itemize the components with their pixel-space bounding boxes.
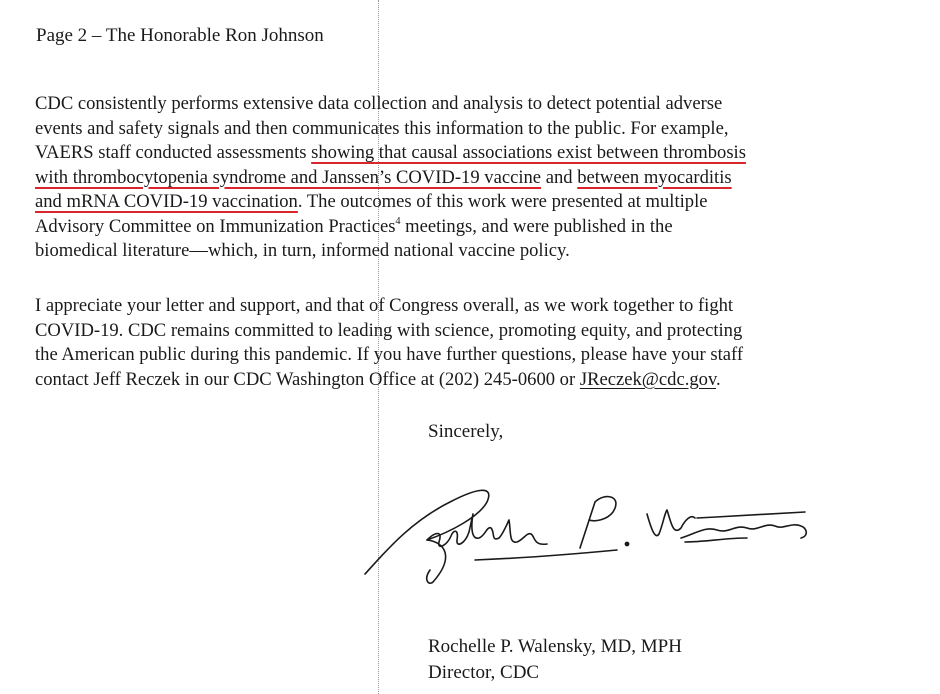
paragraph-line [35, 166, 875, 191]
text-segment: Advisory Committee on Immunization Practices [35, 215, 396, 237]
red-underlined-text: and mRNA COVID-19 vaccination [35, 191, 298, 212]
text-segment: . The outcomes of this work were presented at multiple [297, 191, 708, 212]
paragraph-line [35, 368, 875, 393]
paragraph-closing-remarks [35, 294, 875, 392]
text-segment: . [716, 368, 721, 390]
paragraph-line: I appreciate your letter and support, and that of Congress overall, as we work together to fight [35, 295, 734, 316]
email-link[interactable]: JReczek@cdc.gov [579, 368, 717, 390]
closing-salutation: Sincerely, [428, 421, 504, 442]
signatory-title: Director, CDC [428, 662, 540, 683]
paragraph-line: events and safety signals and then communicates this information to the public. For example, [35, 117, 729, 139]
handwritten-signature [355, 462, 815, 592]
text-segment: and [541, 166, 578, 188]
paragraph-line: biomedical literature—which, in turn, informed national vaccine policy. [35, 240, 570, 261]
paragraph-line: COVID-19. CDC remains committed to leading with science, promoting equity, and protecting [35, 319, 743, 341]
signature-block [428, 634, 682, 686]
signatory-name: Rochelle P. Walensky, MD, MPH [428, 636, 682, 657]
text-segment: meetings, and were published in the [400, 215, 673, 237]
paragraph-line [35, 215, 875, 240]
page-header: Page 2 – The Honorable Ron Johnson [36, 25, 324, 46]
red-underlined-text: with thrombocytopenia syndrome and Janssen’s COVID-19 vaccine [35, 166, 542, 188]
paragraph-line [35, 141, 875, 166]
paragraph-line: CDC consistently performs extensive data collection and analysis to detect potential adverse [35, 93, 723, 114]
paragraph-vaccine-safety [35, 92, 875, 264]
red-underlined-text: showing that causal associations exist between thrombosis [311, 142, 746, 163]
text-segment: contact Jeff Reczek in our CDC Washington Office at (202) 245-0600 or [35, 368, 580, 390]
paragraph-line [35, 190, 875, 215]
text-segment: VAERS staff conducted assessments [35, 142, 312, 163]
paragraph-line: the American public during this pandemic. If you have further questions, please have your staff [35, 344, 744, 365]
red-underlined-text: between myocarditis [577, 166, 732, 188]
footnote-marker: 4 [395, 215, 401, 227]
